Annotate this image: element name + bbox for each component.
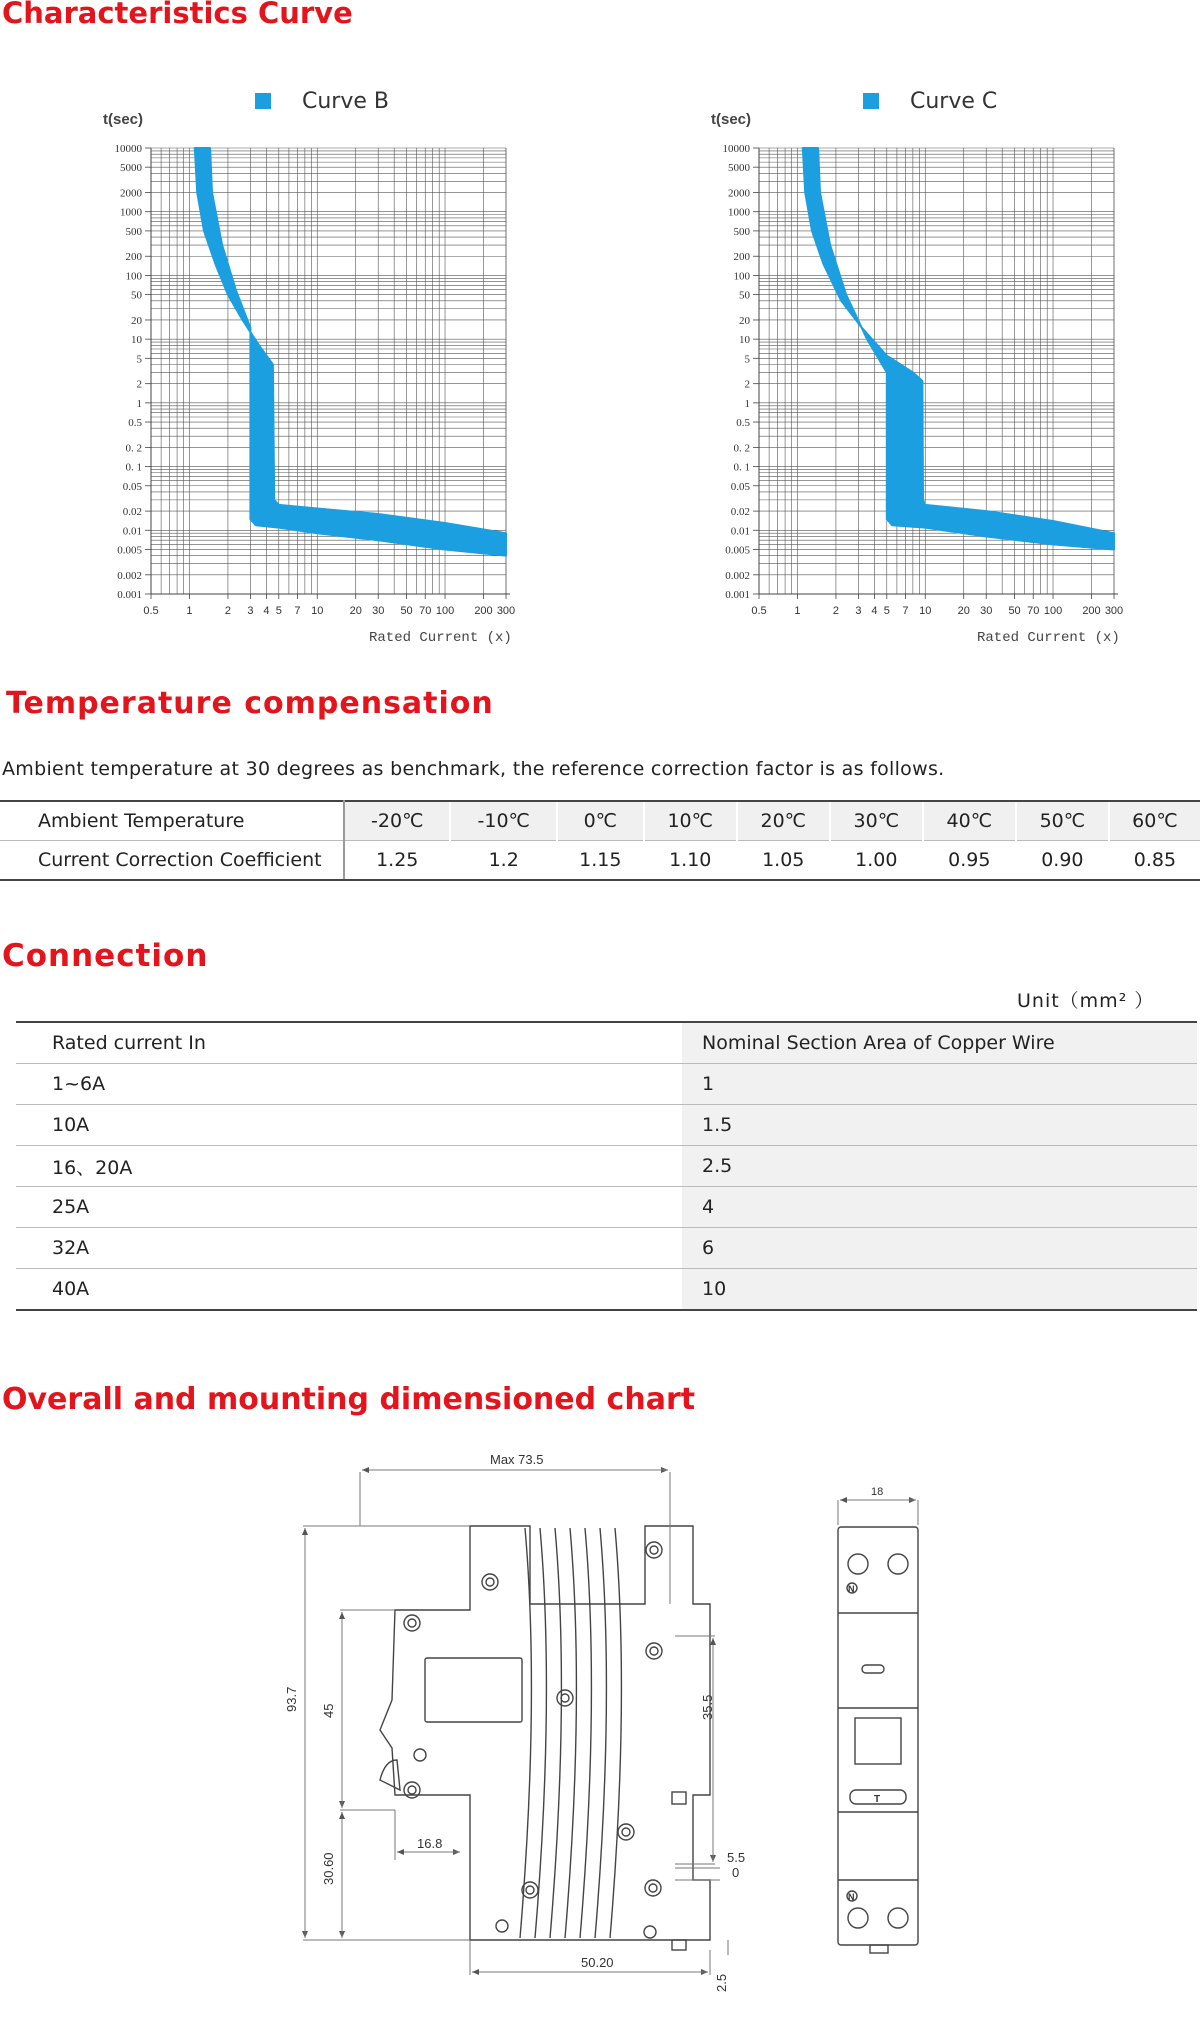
y-tick-label: 0.002 <box>117 569 142 582</box>
x-axis-label: Rated Current (x) <box>369 630 512 646</box>
temp-cell: 30℃ <box>830 801 923 841</box>
y-tick-label: 0.02 <box>730 506 750 519</box>
y-tick-label: 20 <box>131 314 142 327</box>
y-tick-label: 5000 <box>120 162 142 175</box>
screw <box>646 1542 662 1558</box>
fin-line <box>565 1528 576 1938</box>
x-tick-label: 5 <box>883 605 890 617</box>
y-tick-label: 0.5 <box>736 417 750 430</box>
y-tick-label: 0.05 <box>730 480 750 493</box>
connection-table <box>16 1021 1197 1311</box>
screw <box>644 1926 656 1938</box>
y-tick-label: 100 <box>125 270 142 283</box>
ambient-temperature-label: Ambient Temperature <box>0 801 344 841</box>
table-row <box>16 1228 1197 1269</box>
screw <box>482 1574 498 1590</box>
screw <box>618 1824 634 1840</box>
y-tick-label: 0.005 <box>117 544 142 557</box>
rated-current-cell: 40A <box>16 1269 682 1311</box>
y-tick-label: 2 <box>136 378 142 391</box>
y-tick-label: 20 <box>739 314 750 327</box>
fin-line <box>580 1528 591 1938</box>
x-tick-label: 2 <box>832 605 839 617</box>
dim-height-total: 93.7 <box>284 1686 299 1712</box>
x-tick-label: 50 <box>1008 605 1021 617</box>
legend-label: Curve B <box>302 89 389 114</box>
y-tick-label: 0.05 <box>122 480 142 493</box>
coefficient-cell: 1.10 <box>644 841 737 881</box>
x-tick-label: 0.5 <box>751 605 767 617</box>
y-tick-label: 10 <box>739 334 750 347</box>
rated-current-cell: 25A <box>16 1187 682 1228</box>
y-tick-label: 5 <box>744 353 750 366</box>
y-tick-label: 1 <box>744 397 750 410</box>
legend-swatch <box>255 93 271 109</box>
x-tick-label: 300 <box>1104 605 1124 617</box>
fin-line <box>550 1528 561 1938</box>
x-tick-label: 7 <box>902 605 909 617</box>
x-tick-label: 1 <box>794 605 801 617</box>
y-tick-label: 1 <box>136 397 142 410</box>
wire-area-header: Nominal Section Area of Copper Wire <box>682 1022 1197 1064</box>
temp-cell: 50℃ <box>1016 801 1109 841</box>
x-tick-label: 20 <box>957 605 970 617</box>
neutral-mark: N <box>848 1584 855 1594</box>
x-tick-label: 1 <box>186 605 193 617</box>
x-tick-label: 100 <box>435 605 455 617</box>
x-tick-label: 10 <box>311 605 324 617</box>
y-tick-label: 10000 <box>114 143 142 155</box>
coefficient-cell: 1.05 <box>737 841 830 881</box>
x-tick-label: 10 <box>919 605 932 617</box>
temp-cell: -20℃ <box>344 801 450 841</box>
dim-rail-5-5: 5.5 <box>727 1850 746 1865</box>
curve-c-chart <box>600 70 1160 660</box>
rail-clip <box>672 1940 686 1950</box>
breaker-front-outline <box>380 1526 710 1940</box>
y-tick-label: 0. 1 <box>733 461 750 474</box>
rated-current-cell: 1~6A <box>16 1064 682 1105</box>
y-tick-label: 0. 1 <box>125 461 142 474</box>
y-tick-label: 200 <box>733 251 750 264</box>
dim-side-width: 18 <box>871 1486 884 1498</box>
x-tick-label: 200 <box>474 605 493 617</box>
y-tick-label: 10 <box>131 334 142 347</box>
temp-cell: -10℃ <box>450 801 556 841</box>
screw <box>557 1690 573 1706</box>
y-tick-label: 0.002 <box>725 569 750 582</box>
fin-line <box>610 1528 621 1938</box>
dim-offset-16-8: 16.8 <box>417 1836 443 1851</box>
coefficient-cell: 1.25 <box>344 841 450 881</box>
y-tick-label: 5 <box>136 353 142 366</box>
screw <box>496 1920 508 1932</box>
y-tick-label: 500 <box>733 225 750 238</box>
y-axis-label: t(sec) <box>103 111 144 128</box>
temp-cell: 20℃ <box>737 801 830 841</box>
coefficient-label: Current Correction Coefficient <box>0 841 344 881</box>
y-tick-label: 0.001 <box>117 589 142 601</box>
y-tick-label: 0.5 <box>128 417 142 430</box>
rated-current-cell: 10A <box>16 1105 682 1146</box>
wire-area-cell: 2.5 <box>682 1146 1197 1187</box>
y-tick-label: 0.02 <box>122 506 142 519</box>
table-row <box>16 1064 1197 1105</box>
y-tick-label: 0.01 <box>122 525 142 538</box>
coefficient-cell: 1.2 <box>450 841 556 881</box>
screw <box>404 1615 420 1631</box>
legend-label: Curve C <box>910 89 998 114</box>
x-tick-label: 7 <box>294 605 301 617</box>
temp-cell: 0℃ <box>557 801 644 841</box>
x-tick-label: 20 <box>349 605 362 617</box>
temperature-intro: Ambient temperature at 30 degrees as benchmark, the reference correction factor is as follows. <box>2 758 945 780</box>
y-tick-label: 2000 <box>120 187 142 200</box>
coefficient-cell: 0.85 <box>1109 841 1200 881</box>
y-tick-label: 200 <box>125 251 142 264</box>
y-tick-label: 50 <box>131 289 142 302</box>
y-tick-label: 50 <box>739 289 750 302</box>
y-tick-label: 2000 <box>728 187 750 200</box>
connection-heading: Connection <box>2 938 209 974</box>
rated-current-header: Rated current In <box>16 1022 682 1064</box>
y-tick-label: 100 <box>733 270 750 283</box>
x-tick-label: 0.5 <box>143 605 159 617</box>
rated-current-cell: 32A <box>16 1228 682 1269</box>
characteristics-heading: Characteristics Curve <box>2 0 353 30</box>
x-tick-label: 4 <box>871 605 878 617</box>
temperature-heading: Temperature compensation <box>6 686 494 721</box>
temp-cell: 60℃ <box>1109 801 1200 841</box>
indicator-window <box>425 1658 522 1722</box>
table-row <box>16 1105 1197 1146</box>
rail-clip <box>672 1792 686 1804</box>
x-tick-label: 300 <box>496 605 516 617</box>
y-tick-label: 0.001 <box>725 589 750 601</box>
coefficient-row <box>0 841 1200 881</box>
dim-height-35-5: 35.5 <box>700 1694 715 1720</box>
dim-rail-0: 0 <box>732 1865 740 1880</box>
y-tick-label: 0. 2 <box>125 442 142 455</box>
table-row <box>16 1187 1197 1228</box>
y-tick-label: 1000 <box>728 206 750 219</box>
x-axis-label: Rated Current (x) <box>977 630 1120 646</box>
coefficient-cell: 1.00 <box>830 841 923 881</box>
fin-line <box>535 1528 546 1938</box>
y-tick-label: 0.005 <box>725 544 750 557</box>
tripping-band <box>195 148 506 556</box>
rated-current-cell: 16、20A <box>16 1146 682 1187</box>
wire-area-cell: 10 <box>682 1269 1197 1311</box>
x-tick-label: 200 <box>1082 605 1101 617</box>
coefficient-cell: 0.95 <box>923 841 1016 881</box>
curve-b-chart <box>0 70 560 660</box>
temp-cell: 10℃ <box>644 801 737 841</box>
dim-bottom-2-5: 2.5 <box>714 1973 729 1992</box>
wire-area-cell: 1.5 <box>682 1105 1197 1146</box>
fin-line <box>595 1528 606 1938</box>
table-row <box>16 1146 1197 1187</box>
y-tick-label: 2 <box>744 378 750 391</box>
x-tick-label: 2 <box>224 605 231 617</box>
temperature-row <box>0 801 1200 841</box>
y-tick-label: 500 <box>125 225 142 238</box>
dim-height-45: 45 <box>321 1703 336 1718</box>
x-tick-label: 70 <box>419 605 432 617</box>
wire-area-cell: 1 <box>682 1064 1197 1105</box>
dim-bottom-50-20: 50.20 <box>581 1955 614 1970</box>
y-tick-label: 10000 <box>722 143 750 155</box>
y-tick-label: 1000 <box>120 206 142 219</box>
unit-label: Unit（mm² ） <box>1017 990 1155 1012</box>
wire-area-cell: 6 <box>682 1228 1197 1269</box>
coefficient-cell: 1.15 <box>557 841 644 881</box>
connection-header-row <box>16 1022 1197 1064</box>
fin-line <box>520 1528 531 1938</box>
legend-swatch <box>863 93 879 109</box>
table-row <box>16 1269 1197 1311</box>
x-tick-label: 50 <box>400 605 413 617</box>
x-tick-label: 3 <box>855 605 862 617</box>
coefficient-cell: 0.90 <box>1016 841 1109 881</box>
dim-height-30-60: 30.60 <box>321 1852 336 1885</box>
x-tick-label: 70 <box>1027 605 1040 617</box>
dimension-drawing <box>0 1440 1200 2027</box>
neutral-mark: N <box>848 1892 855 1902</box>
wire-area-cell: 4 <box>682 1187 1197 1228</box>
y-tick-label: 5000 <box>728 162 750 175</box>
dimensions-heading: Overall and mounting dimensioned chart <box>2 1382 696 1417</box>
x-tick-label: 100 <box>1043 605 1063 617</box>
x-tick-label: 30 <box>372 605 385 617</box>
temperature-table <box>0 800 1200 881</box>
test-mark: T <box>874 1794 881 1805</box>
y-axis-label: t(sec) <box>711 111 752 128</box>
y-tick-label: 0. 2 <box>733 442 750 455</box>
x-tick-label: 30 <box>980 605 993 617</box>
dim-max-width: Max 73.5 <box>490 1452 544 1467</box>
x-tick-label: 5 <box>275 605 282 617</box>
screw <box>414 1749 426 1761</box>
y-tick-label: 0.01 <box>730 525 750 538</box>
screw <box>646 1643 662 1659</box>
x-tick-label: 3 <box>247 605 254 617</box>
toggle-lever <box>380 1760 400 1790</box>
temp-cell: 40℃ <box>923 801 1016 841</box>
screw <box>645 1880 661 1896</box>
x-tick-label: 4 <box>263 605 270 617</box>
